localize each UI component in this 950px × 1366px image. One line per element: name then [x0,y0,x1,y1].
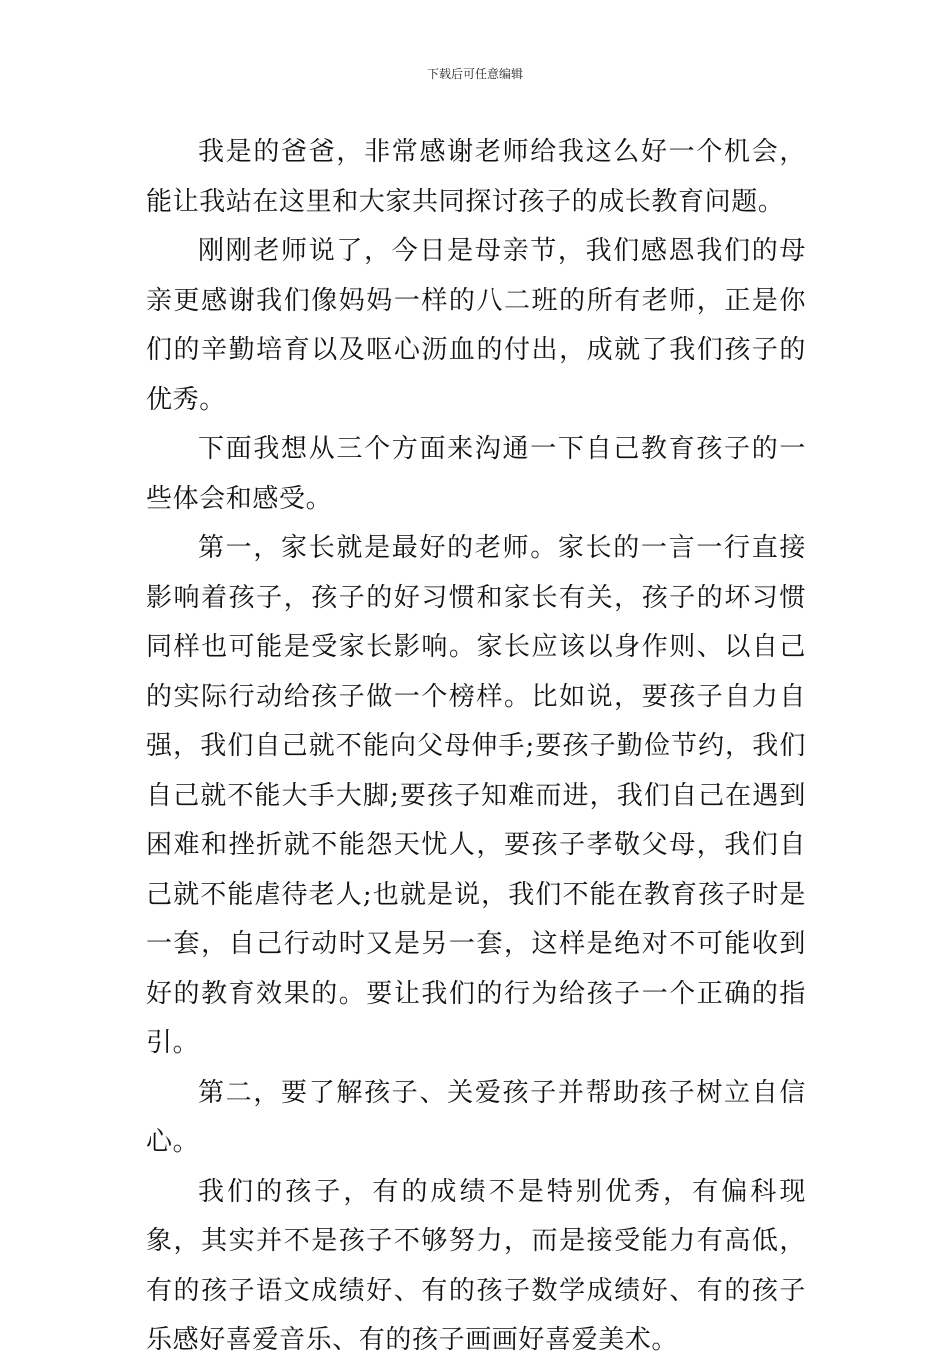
document-body [146,128,806,1366]
paragraph-first-point: 第一，家长就是最好的老师。家长的一言一行直接影响着孩子，孩子的好习惯和家长有关，孩子的坏习惯同样也可能是受家长影响。家长应该以身作则、以自己的实际行动给孩子做一个榜样。比如说，要孩子自力自强，我们自己就不能向父母伸手;要孩子勤俭节约，我们自己就不能大手大脚;要孩子知难而进，我们自己在遇到困难和挫折就不能怨天忧人，要孩子孝敬父母，我们自己就不能虐待老人;也就是说，我们不能在教育孩子时是一套，自己行动时又是另一套，这样是绝对不可能收到好的教育效果的。要让我们的行为给孩子一个正确的指引。 [146,533,806,1058]
paragraph-second-point: 第二，要了解孩子、关爱孩子并帮助孩子树立自信心。 [146,1077,806,1157]
paragraph-three-aspects: 下面我想从三个方面来沟通一下自己教育孩子的一些体会和感受。 [146,434,806,514]
paragraph-children-abilities: 我们的孩子，有的成绩不是特别优秀，有偏科现象，其实并不是孩子不够努力，而是接受能力有高低，有的孩子语文成绩好、有的孩子数学成绩好、有的孩子乐感好喜爱音乐、有的孩子画画好喜爱美术。 [146,1176,806,1355]
paragraph-intro: 我是的爸爸，非常感谢老师给我这么好一个机会，能让我站在这里和大家共同探讨孩子的成长教育问题。 [146,137,806,217]
paragraph-mothers-day: 刚刚老师说了，今日是母亲节，我们感恩我们的母亲更感谢我们像妈妈一样的八二班的所有老师，正是你们的辛勤培育以及呕心沥血的付出，成就了我们孩子的优秀。 [146,236,806,415]
page-header: 下载后可任意编辑 [426,67,523,81]
